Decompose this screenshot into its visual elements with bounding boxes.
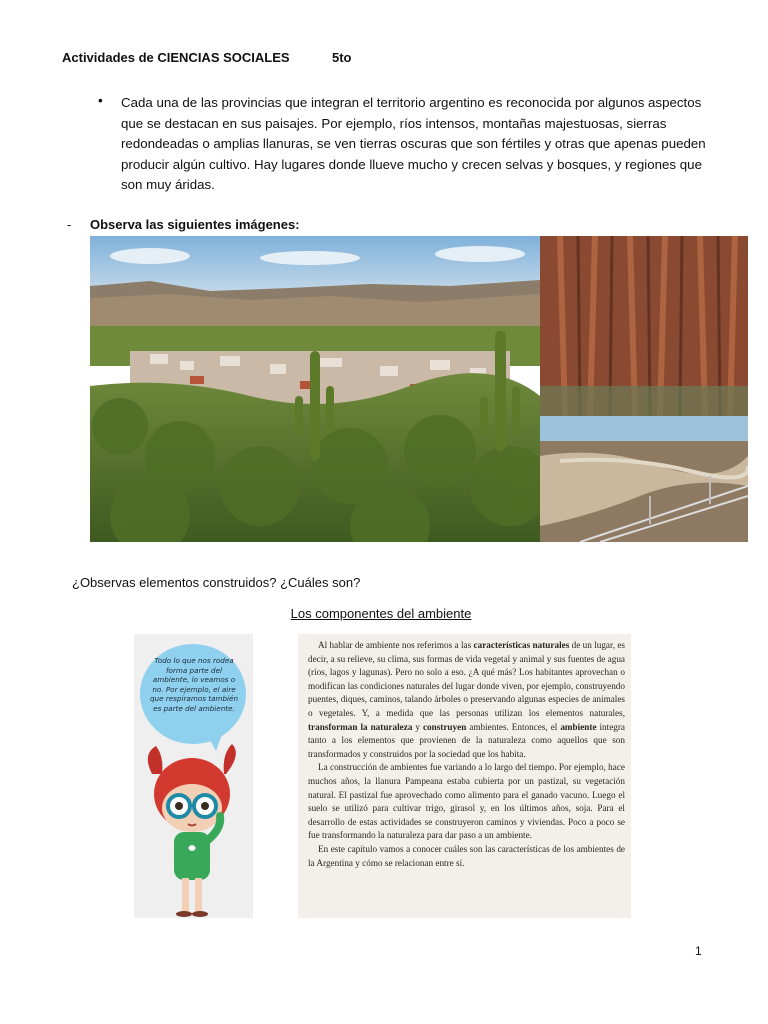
title-text: Actividades de CIENCIAS SOCIALES [62, 50, 290, 65]
p1-bold-caracteristicas: características naturales [473, 640, 570, 650]
p1-segment-c: de un lugar, es decir, a su relieve, su clima, sus formas de vida vegetal y animal y sus fuentes de agua (ríos, lagos y lagunas). Pero no solo a eso. ¿A qué más? Los habitantes aprovechan o modifican las condiciones naturales del lugar donde viven, por ejemplo, construyendo puentes, diques, caminos, talando árboles o preservando algunas especies de animales o vegetales. Y, a medida que las personas utilizan los elementos naturales, [308, 640, 625, 718]
question-text: ¿Observas elementos construidos? ¿Cuáles son? [72, 575, 361, 590]
p1-bold-construyen: construyen [422, 721, 467, 732]
textbook-excerpt [298, 634, 631, 918]
p1-bold-transforman: transforman la naturaleza [308, 721, 413, 732]
observe-instruction: Observa las siguientes imágenes: [90, 217, 300, 232]
p1-segment-a: Al hablar de ambiente nos referimos a las [318, 640, 474, 650]
bullet-marker: • [98, 93, 103, 108]
section-title-text: Los componentes del ambiente [290, 606, 472, 621]
river-photo [540, 416, 748, 542]
landscape-photo [90, 236, 540, 542]
p1-bold-ambiente: ambiente [560, 721, 597, 732]
section-title [0, 606, 768, 621]
river-illustration [540, 416, 748, 542]
dash-marker: - [67, 217, 72, 232]
speech-bubble-text: Todo lo que nos rodea forma parte del ambiente, lo veamos o no. Por ejemplo, el aire que respiramos también es parte del ambiente. [149, 656, 239, 713]
p1-segment-i: integra tanto a los elementos que provienen de la naturaleza como aquellos que son transformados y construidos por la sociedad que los habita. [308, 721, 626, 759]
girl-character-icon [142, 744, 246, 918]
intro-paragraph: Cada una de las provincias que integran el territorio argentino es reconocida por algunos aspectos que se destacan en sus paisajes. Por ejemplo, ríos intensos, montañas majestuosas, sierras redondeadas o amplias llanuras, se ven tierras oscuras que son fértiles y otras que apenas pueden producir algún cultivo. Hay lugares donde llueve mucho y crecen selvas y bosques, y regiones que son muy áridas. [121, 95, 706, 192]
girl-illustration-panel [134, 634, 253, 918]
landscape-illustration [90, 236, 540, 542]
cliff-photo [540, 236, 748, 416]
textbook-paragraph-2: La construcción de ambientes fue variando a lo largo del tiempo. Por ejemplo, hace muchos años, la llanura Pampeana estaba cubierta por un pastizal, su vegetación natural. El pastizal fue aprovechado como alimento para el ganado vacuno. Luego el suelo se utilizó para cultivar trigo, girasol y, en los últimos años, soja. Para el desarrollo de estas actividades se construyeron caminos y viviendas. Poco a poco se fue transformando la naturaleza para dar paso a un ambiente. [308, 762, 625, 841]
p1-segment-e: y [412, 721, 423, 732]
p1-segment-g: ambientes. Entonces, el [466, 721, 561, 732]
cliff-illustration [540, 236, 748, 416]
page-number: 1 [695, 944, 702, 958]
page-title [62, 50, 352, 65]
textbook-paragraph-1 [308, 639, 625, 761]
textbook-paragraph-3: En este capítulo vamos a conocer cuáles son las características de los ambientes de la Argentina y cómo se relacionan entre sí. [308, 843, 625, 868]
grade-label: 5to [332, 50, 352, 65]
